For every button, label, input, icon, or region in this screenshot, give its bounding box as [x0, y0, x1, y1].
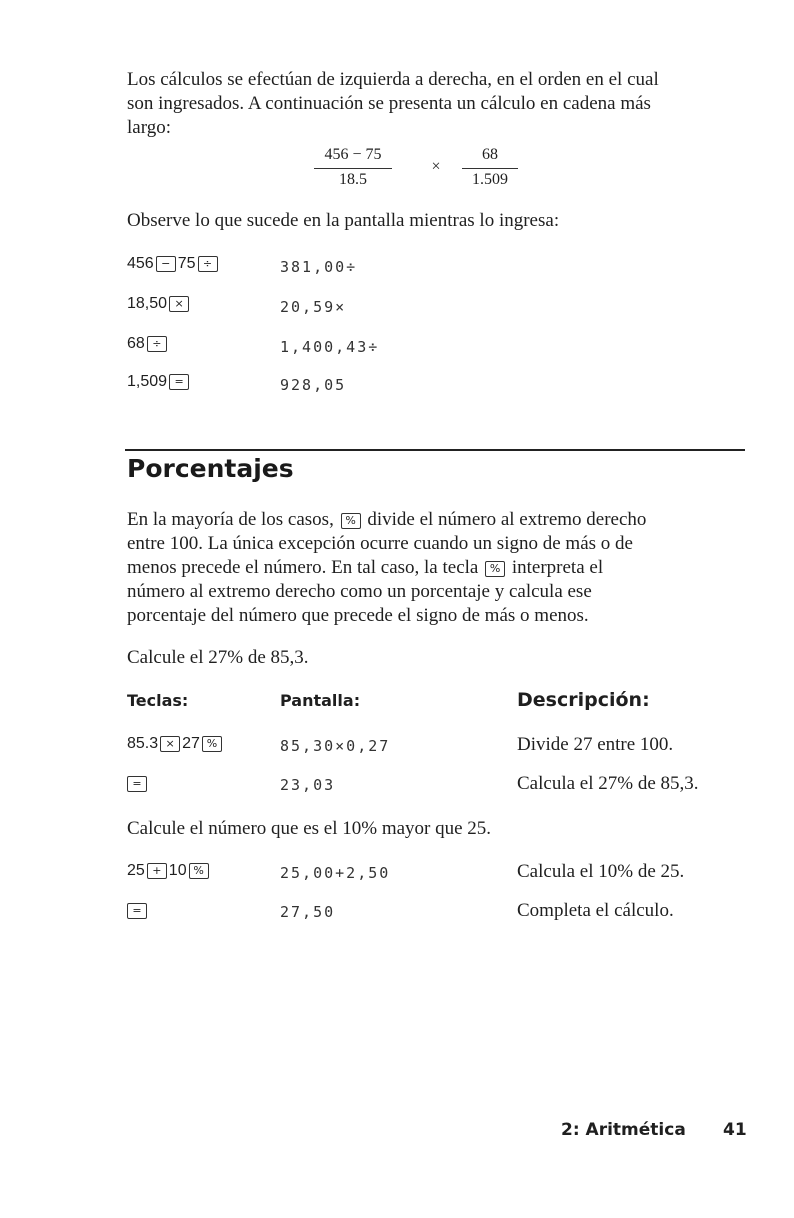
percent-key-icon: %	[189, 863, 209, 879]
fraction-1-bar	[314, 168, 392, 169]
equals-key-icon: =	[169, 374, 189, 390]
fraction-2-denominator: 1.509	[472, 171, 508, 188]
keystroke-row	[125, 902, 149, 920]
fraction-1-numerator: 456 − 75	[324, 146, 382, 163]
display-readout: 25,00+2,50	[280, 864, 391, 882]
step-description: Divide 27 entre 100.	[517, 734, 674, 755]
keys-column-header: Teclas:	[127, 691, 189, 710]
percent-key-icon: %	[485, 561, 505, 577]
text-run: divide el número al extremo derecho	[367, 509, 647, 530]
text-run: interpreta el	[511, 557, 604, 578]
minus-key-icon: −	[156, 256, 176, 272]
intro-line: son ingresados. A continuación se presenta un cálculo en cadena más	[127, 93, 651, 114]
display-readout: 1,400,43÷	[280, 338, 380, 356]
display-readout: 85,30×0,27	[280, 737, 391, 755]
keystroke-row	[127, 373, 191, 391]
chapter-footer: 2: Aritmética	[561, 1120, 686, 1140]
paragraph-line	[127, 556, 737, 580]
number: 456	[127, 255, 154, 272]
percent-key-icon: %	[202, 736, 222, 752]
keystroke-row	[125, 775, 149, 793]
keystroke-row	[127, 295, 191, 313]
display-readout: 27,50	[280, 903, 336, 921]
keystroke-row	[127, 735, 224, 753]
divide-key-icon: ÷	[147, 336, 167, 352]
display-readout: 23,03	[280, 776, 336, 794]
number: 85.3	[127, 735, 159, 752]
number: 25	[127, 862, 145, 879]
percent-key-icon: %	[341, 513, 361, 529]
keystroke-row	[127, 335, 169, 353]
fraction-2-bar	[462, 168, 518, 169]
number: 18,50	[127, 295, 168, 312]
multiply-key-icon: ×	[160, 736, 180, 752]
number: 68	[127, 335, 145, 352]
intro-line: largo:	[127, 117, 171, 138]
equals-key-icon: =	[127, 776, 147, 792]
step-description: Completa el cálculo.	[517, 900, 674, 921]
observe-text: Observe lo que sucede en la pantalla mientras lo ingresa:	[127, 210, 560, 231]
step-description: Calcula el 27% de 85,3.	[517, 773, 699, 794]
description-column-header: Descripción:	[517, 689, 650, 711]
equals-key-icon: =	[127, 903, 147, 919]
example-2-prompt: Calcule el número que es el 10% mayor que 25.	[127, 818, 492, 839]
multiply-key-icon: ×	[169, 296, 189, 312]
number: 10	[168, 862, 187, 879]
text-run: menos precede el número. En tal caso, la tecla	[127, 557, 479, 578]
paragraph-line: porcentaje del número que precede el signo de más o menos.	[127, 605, 589, 626]
page-number: 41	[723, 1120, 747, 1140]
fraction-2-numerator: 68	[482, 146, 498, 163]
intro-line: Los cálculos se efectúan de izquierda a derecha, en el orden en el cual	[127, 69, 659, 90]
intro-paragraph	[127, 68, 737, 140]
step-description: Calcula el 10% de 25.	[517, 861, 685, 882]
display-readout: 20,59×	[280, 298, 347, 316]
keystroke-row	[127, 862, 211, 880]
section-title: Porcentajes	[127, 454, 294, 483]
display-readout: 381,00÷	[280, 258, 358, 276]
paragraph-line	[127, 508, 737, 532]
plus-key-icon: +	[147, 863, 167, 879]
text-run: En la mayoría de los casos,	[127, 509, 334, 530]
example-1-prompt: Calcule el 27% de 85,3.	[127, 647, 309, 668]
paragraph-line: entre 100. La única excepción ocurre cuando un signo de más o de	[127, 533, 633, 554]
percent-paragraph	[127, 508, 737, 628]
times-sign: ×	[431, 158, 441, 175]
fraction-1-denominator: 18.5	[339, 171, 367, 188]
paragraph-line: número al extremo derecho como un porcentaje y calcula ese	[127, 581, 592, 602]
divide-key-icon: ÷	[198, 256, 218, 272]
display-readout: 928,05	[280, 376, 347, 394]
keystroke-row	[127, 255, 220, 273]
number: 27	[182, 735, 200, 752]
display-column-header: Pantalla:	[280, 691, 361, 710]
number: 75	[177, 255, 196, 272]
number: 1,509	[127, 373, 168, 390]
section-divider	[125, 449, 745, 451]
